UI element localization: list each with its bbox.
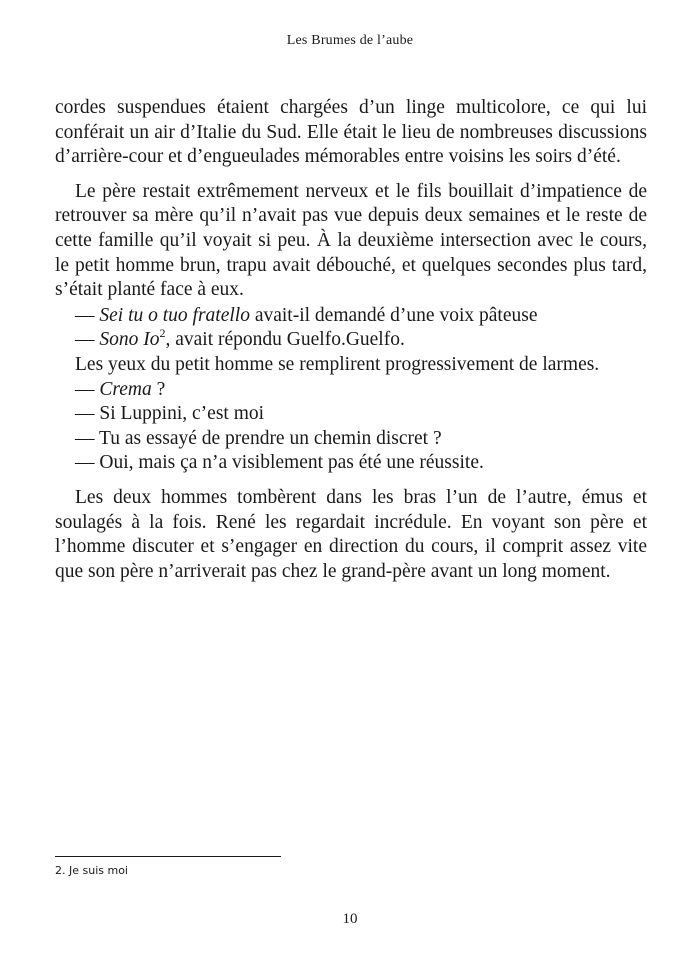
running-head-title: Les Brumes de l’aube xyxy=(286,33,414,48)
dialogue-dash: — xyxy=(75,378,100,400)
body-text xyxy=(55,96,647,584)
page-number: 10 xyxy=(342,911,358,927)
paragraph-4: Les deux hommes tombèrent dans les bras l’un de l’autre, émus et soulagés à la fois. René les regardait incrédule. En voyant son père et l’homme discuter et s’engager en direction du cours, il comprit assez vite que son père n’arriverait pas chez le grand-père avant un long moment. xyxy=(55,486,647,582)
dialogue-line-1 xyxy=(55,304,647,329)
dialogue-italic-text: Sei tu o tuo fratello xyxy=(99,304,250,326)
dialogue-italic-text: Sono Io xyxy=(99,329,160,351)
dialogue-line-5: — Tu as essayé de prendre un chemin discret ? xyxy=(75,427,442,449)
paragraph-3: Les yeux du petit homme se remplirent progressivement de larmes. xyxy=(75,353,600,375)
dialogue-line-6: — Oui, mais ça n’a visiblement pas été une réussite. xyxy=(75,452,484,474)
footnote-reference[interactable]: 2 xyxy=(159,325,166,340)
dialogue-text: , avait répondu Guelfo.Guelfo. xyxy=(165,329,405,351)
dialogue-dash: — xyxy=(75,304,100,326)
dialogue-line-2 xyxy=(55,325,647,353)
dialogue-italic-text: Crema xyxy=(99,378,152,400)
dialogue-text: avait-il demandé d’une voix pâteuse xyxy=(249,304,538,326)
dialogue-text: ? xyxy=(151,378,166,400)
footnote-divider xyxy=(55,856,281,857)
dialogue-dash: — xyxy=(75,329,100,351)
paragraph-1: cordes suspendues étaient chargées d’un linge multicolore, ce qui lui conférait un air d’Italie du Sud. Elle était le lieu de nombreuses discussions d’arrière-cour et d’engueulades mémorables entre voisins les soirs d’été. xyxy=(55,97,647,168)
footnote-2: 2. Je suis moi xyxy=(55,864,128,877)
dialogue-line-4: — Si Luppini, c’est moi xyxy=(75,403,265,425)
dialogue-line-3 xyxy=(55,378,647,403)
paragraph-2: Le père restait extrêmement nerveux et le fils bouillait d’impatience de retrouver sa mère qu’il n’avait pas vue depuis deux semaines et le reste de cette famille qu’il voyait si peu. À la deuxième intersection avec le cours, le petit homme brun, trapu avait débouché, et quelques secondes plus tard, s’était planté face à eux. xyxy=(55,180,647,301)
